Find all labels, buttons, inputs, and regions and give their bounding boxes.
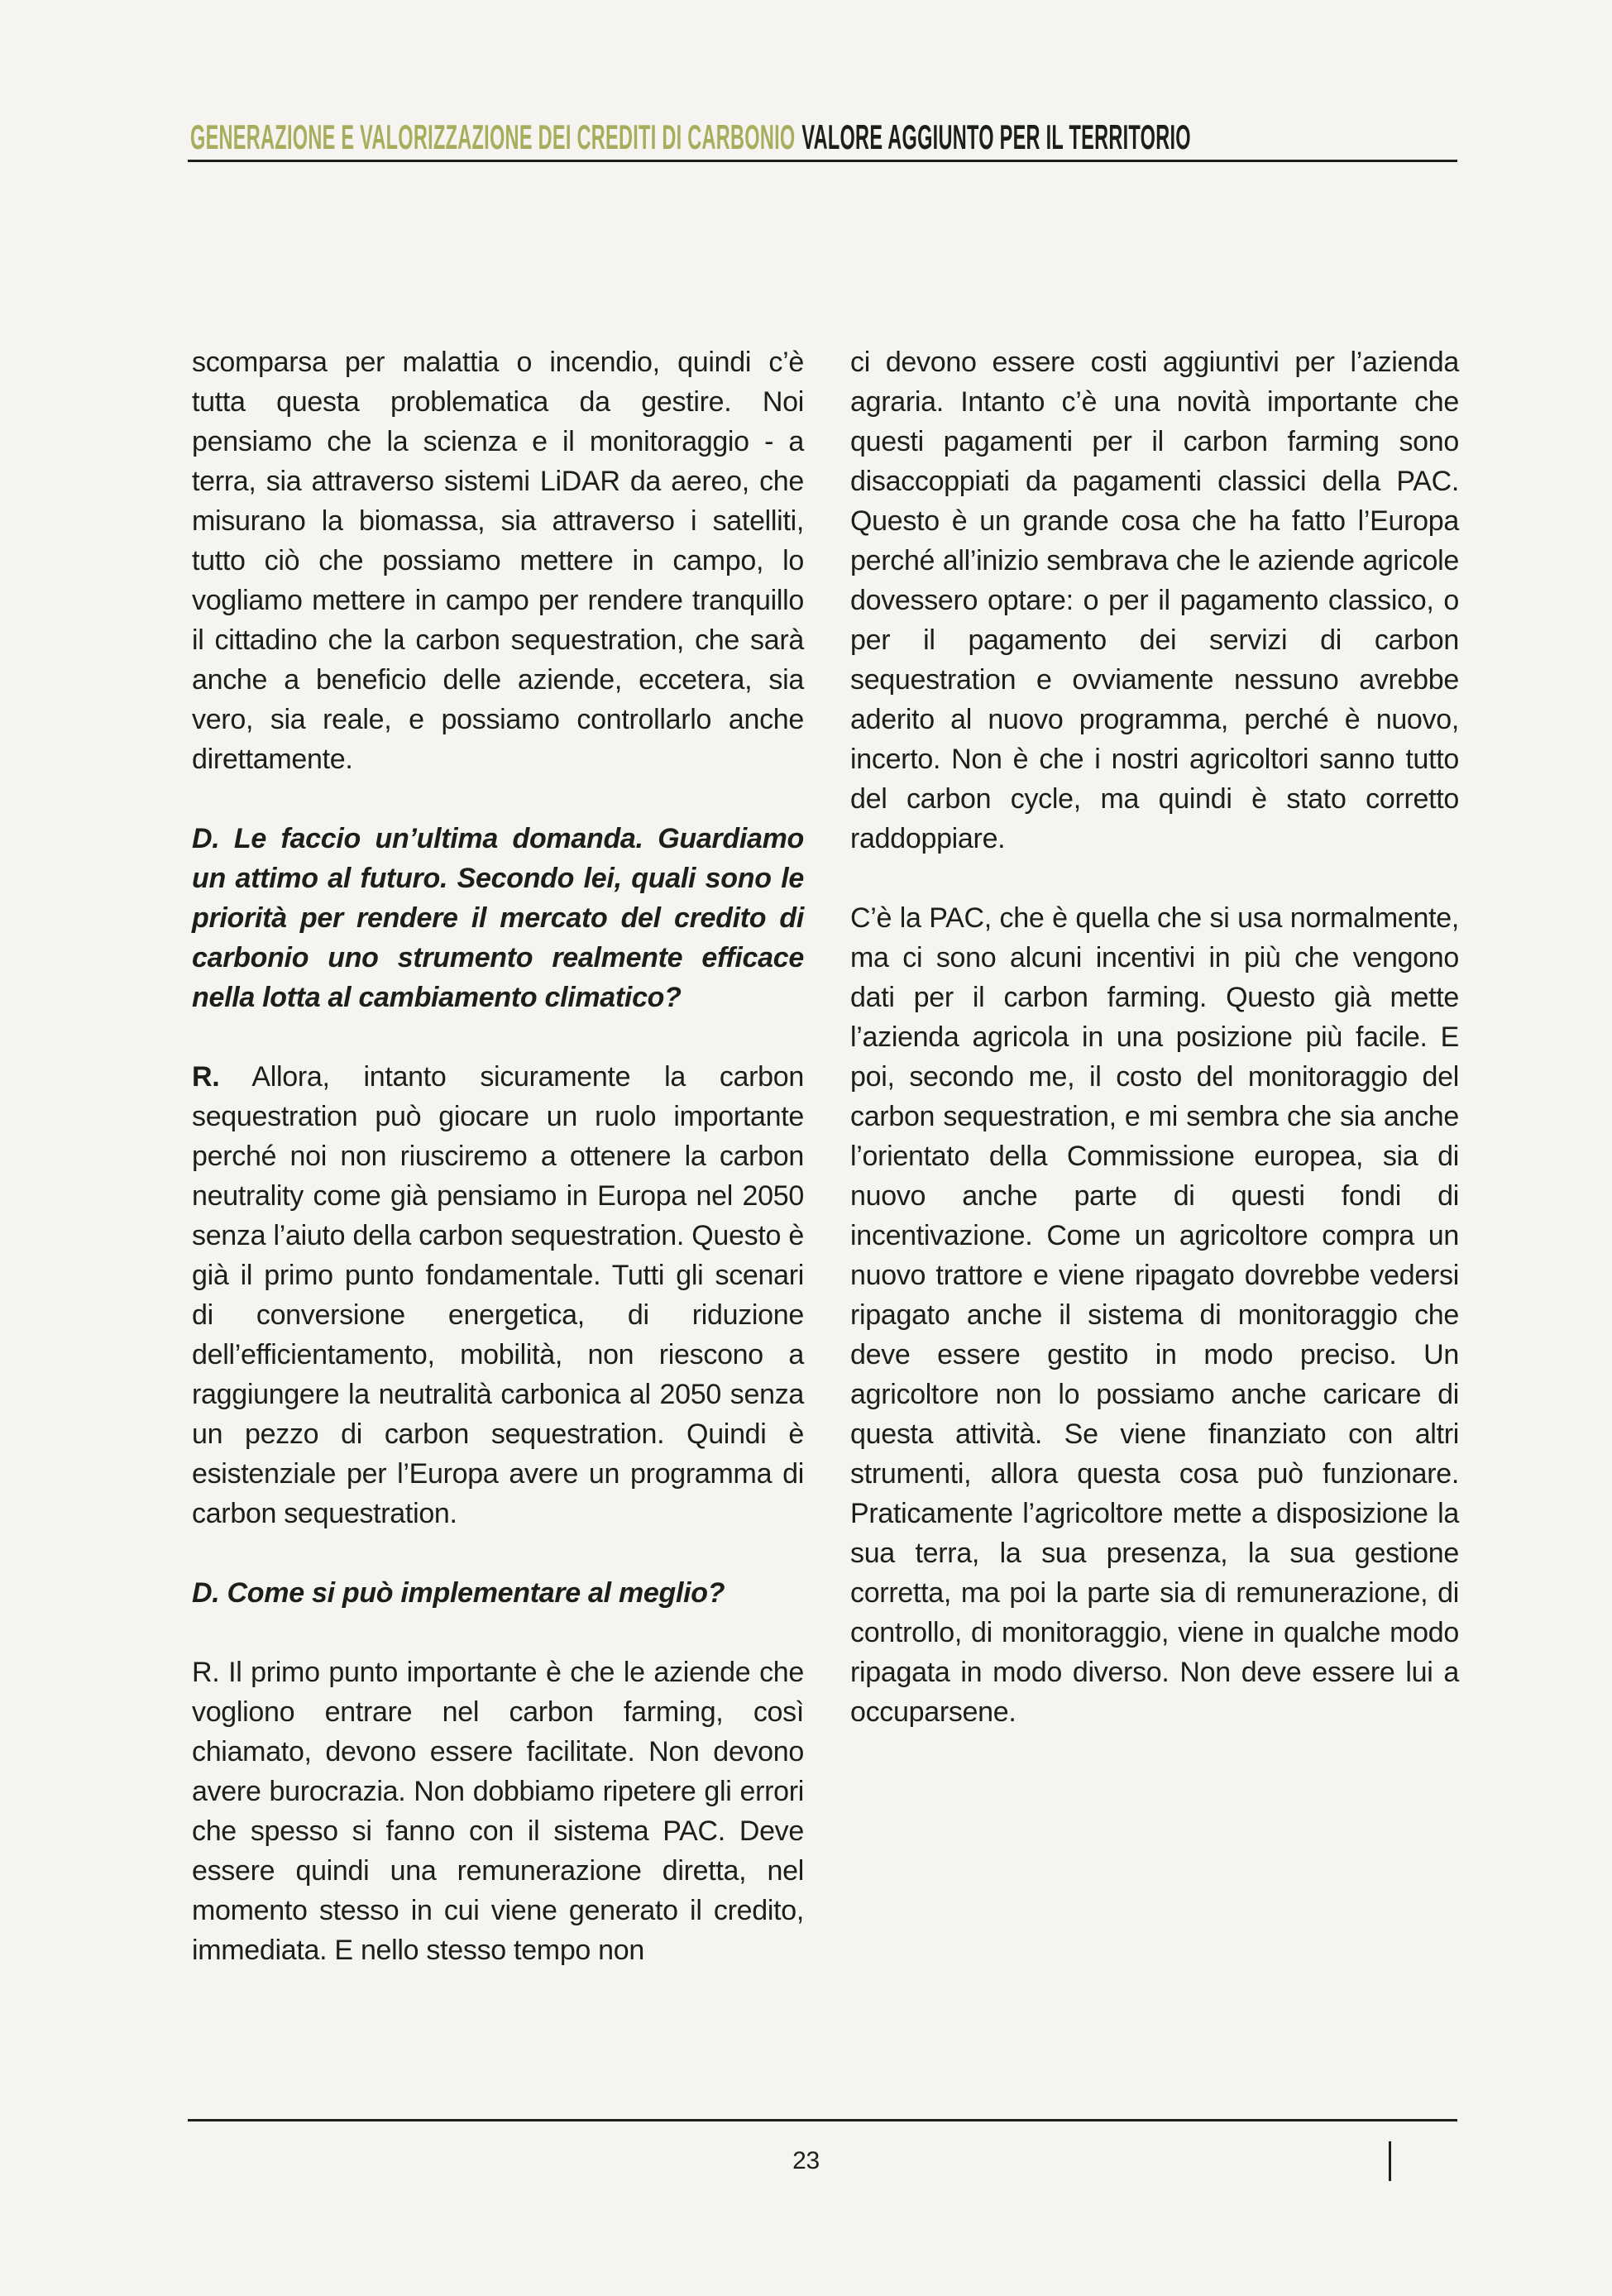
running-header-kicker: GENERAZIONE E VALORIZZAZIONE DEI CREDITI DI CARBONIO [190,117,796,156]
header-rule [188,160,1457,162]
paragraph-continuation: scomparsa per malattia o incendio, quindi c’è tutta questa problematica da gestire. Noi pensiamo che la scienza e il monitoraggio - a terra, sia attraverso sistemi LiDAR da aereo, che misurano la biomassa, sia attraverso i satelliti, tutto ciò che possiamo mettere in campo, lo vogliamo mettere in campo per rendere tranquillo il cittadino che la carbon sequestration, che sarà anche a beneficio delle aziende, eccetera, sia vero, sia reale, e possiamo controllarlo anche direttamente. [192,347,804,775]
running-header-title: VALORE AGGIUNTO PER IL TERRITORIO [801,117,1191,156]
interview-answer-1 [192,1057,804,1533]
page-number: 23 [792,2147,820,2174]
interview-question-1: D. Le faccio un’ultima domanda. Guardiamo un attimo al futuro. Secondo lei, quali sono le priorità per rendere il mercato del credito di carbonio uno strumento realmente efficace nella lotta al cambiamento climatico? [192,823,804,1013]
footer-rule [188,2119,1457,2121]
answer-lead-r: R. [192,1061,220,1093]
interview-question-2: D. Come si può implementare al meglio? [192,1577,725,1609]
interview-answer-2: R. Il primo punto importante è che le aziende che vogliono entrare nel carbon farming, così chiamato, devono essere facilitate. Non devono avere burocrazia. Non dobbiamo ripetere gli errori che spesso si fanno con il sistema PAC. Deve essere quindi una remunerazione diretta, nel momento stesso in cui viene generato il credito, immediata. E nello stesso tempo non [192,1657,804,1966]
answer-2-paragraph-pac: C’è la PAC, che è quella che si usa normalmente, ma ci sono alcuni incentivi in più che vengono dati per il carbon farming. Questo già mette l’azienda agricola in una posizione più facile. E poi, secondo me, il costo del monitoraggio del carbon sequestration, e mi sembra che sia anche l’orientato della Commissione europea, sia di nuovo anche parte di questi fondi di incentivazione. Come un agricoltore compra un nuovo trattore e viene ripagato dovrebbe vedersi ripagato anche il sistema di monitoraggio che deve essere gestito in modo preciso. Un agricoltore non lo possiamo anche caricare di questa attività. Se viene finanziato con altri strumenti, allora questa cosa può funzionare. Praticamente l’agricoltore mette a disposizione la sua terra, la sua presenza, la sua gestione corretta, ma poi la parte sia di remunerazione, di controllo, di monitoraggio, viene in qualche modo ripagata in modo diverso. Non deve essere lui a occuparsene. [850,902,1459,1728]
answer-2-continuation: ci devono essere costi aggiuntivi per l’azienda agraria. Intanto c’è una novità importante che questi pagamenti per il carbon farming sono disaccoppiati da pagamenti classici della PAC. Questo è un grande cosa che ha fatto l’Europa perché all’inizio sembrava che le aziende agricole dovessero optare: o per il pagamento classico, o per il pagamento dei servizi di carbon sequestration e ovviamente nessuno avrebbe aderito al nuovo programma, perché è nuovo, incerto. Non è che i nostri agricoltori sanno tutto del carbon cycle, ma quindi è stato corretto raddoppiare. [850,347,1459,854]
text-column-left [192,342,804,1970]
answer-1-text: Allora, intanto sicuramente la carbon sequestration può giocare un ruolo importante perché noi non riusciremo a ottenere la carbon neutrality come già pensiamo in Europa nel 2050 senza l’aiuto della carbon sequestration. Questo è già il primo punto fondamentale. Tutti gli scenari di conversione energetica, di riduzione dell’efficientamento, mobilità, non riescono a raggiungere la neutralità carbonica al 2050 senza un pezzo di carbon sequestration. Quindi è esistenziale per l’Europa avere un programma di carbon sequestration. [192,1061,804,1529]
running-header [190,117,1191,157]
text-column-right [850,342,1459,1732]
crop-mark [1389,2141,1391,2181]
